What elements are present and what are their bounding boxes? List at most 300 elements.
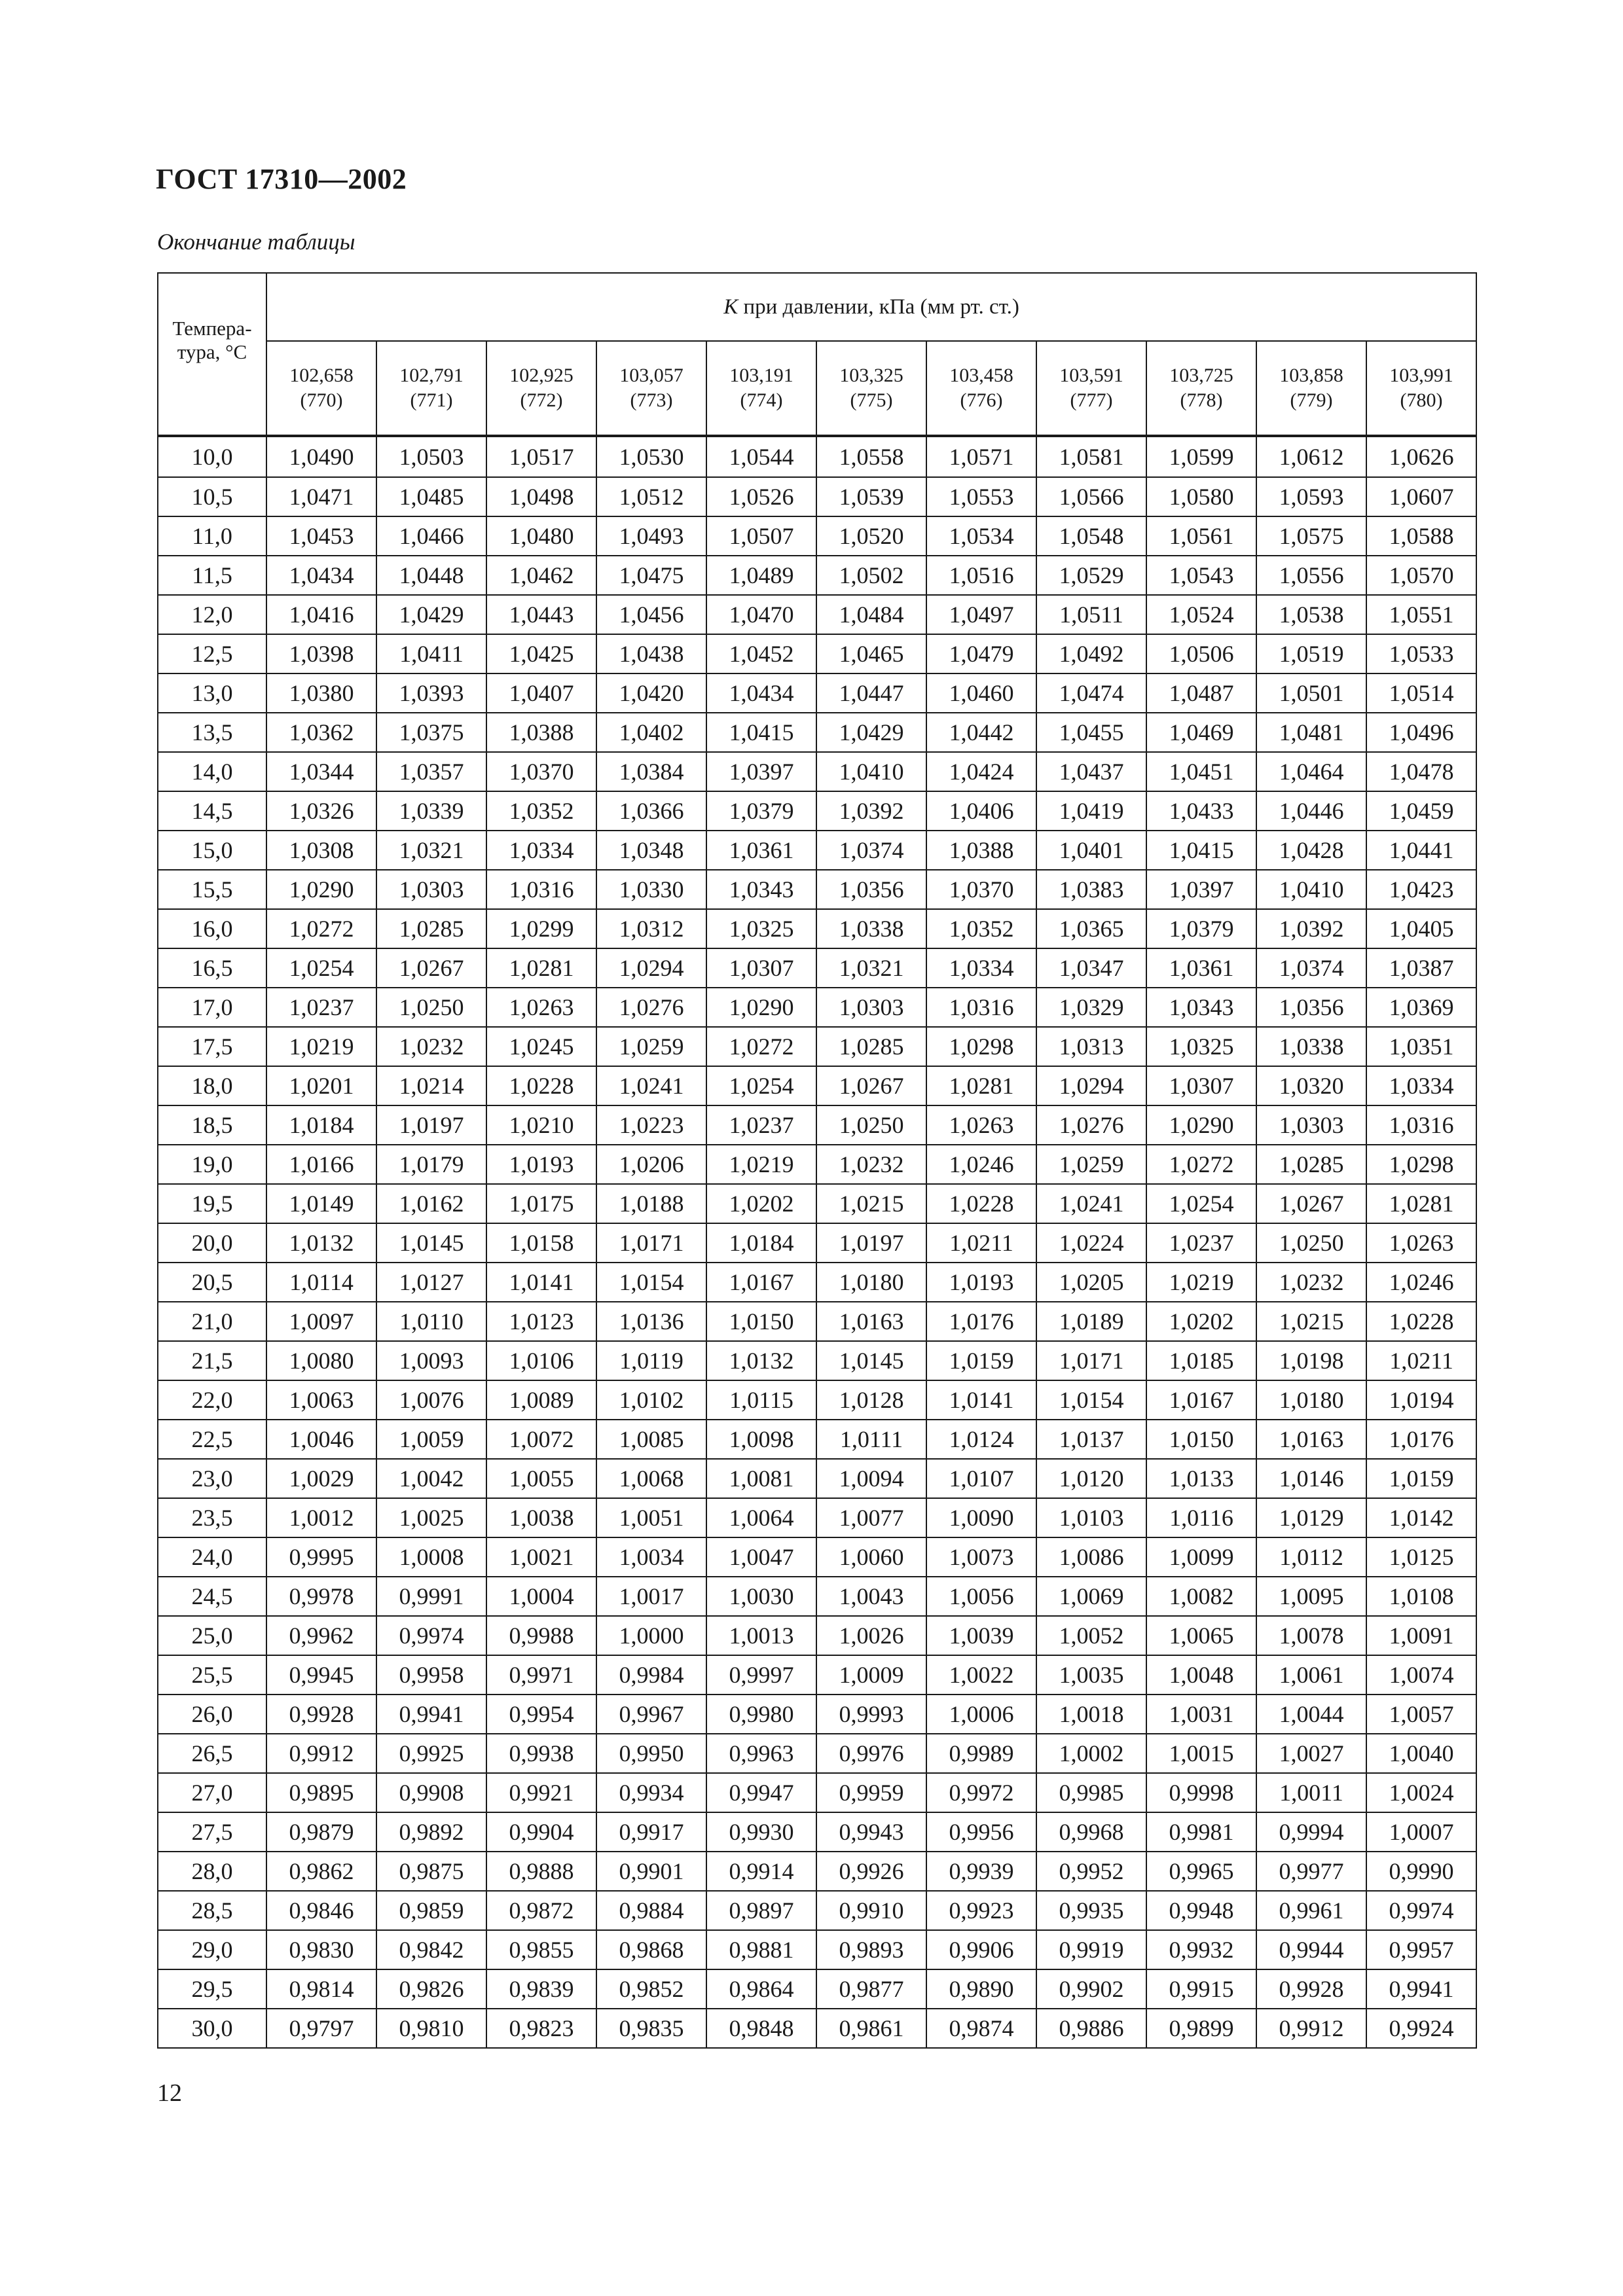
- k-value-cell: 1,0506: [1146, 634, 1256, 673]
- k-value-cell: 0,9830: [266, 1930, 376, 1969]
- k-value-cell: 1,0487: [1146, 673, 1256, 713]
- k-value-cell: 0,9839: [486, 1969, 596, 2009]
- k-value-cell: 1,0018: [1036, 1695, 1146, 1734]
- k-value-cell: 1,0106: [486, 1341, 596, 1380]
- k-value-cell: 1,0529: [1036, 556, 1146, 595]
- pressure-mmhg: (772): [520, 389, 563, 411]
- k-value-cell: 1,0298: [926, 1027, 1036, 1066]
- k-value-cell: 1,0241: [596, 1066, 706, 1105]
- k-symbol: K: [723, 295, 739, 319]
- k-value-cell: 1,0107: [926, 1459, 1036, 1498]
- k-value-cell: 1,0553: [926, 477, 1036, 516]
- k-value-cell: 1,0480: [486, 516, 596, 556]
- k-value-cell: 1,0485: [376, 477, 486, 516]
- k-value-cell: 0,9846: [266, 1891, 376, 1930]
- k-value-cell: 1,0551: [1366, 595, 1476, 634]
- k-value-cell: 1,0370: [926, 870, 1036, 909]
- k-value-cell: 1,0179: [376, 1145, 486, 1184]
- k-value-cell: 1,0517: [486, 436, 596, 477]
- k-value-cell: 1,0459: [1366, 791, 1476, 831]
- temperature-cell: 14,5: [158, 791, 266, 831]
- table-row: [158, 1223, 1476, 1263]
- table-row: [158, 713, 1476, 752]
- k-value-cell: 1,0281: [926, 1066, 1036, 1105]
- pressure-kpa: 103,725: [1169, 365, 1233, 386]
- k-value-cell: 0,9968: [1036, 1812, 1146, 1852]
- k-value-cell: 1,0326: [266, 791, 376, 831]
- k-value-cell: 1,0263: [1366, 1223, 1476, 1263]
- table-row: [158, 1302, 1476, 1341]
- k-value-cell: 1,0321: [816, 948, 926, 988]
- k-value-cell: 1,0524: [1146, 595, 1256, 634]
- temperature-cell: 26,5: [158, 1734, 266, 1773]
- k-value-cell: 1,0176: [926, 1302, 1036, 1341]
- k-value-cell: 0,9814: [266, 1969, 376, 2009]
- k-value-cell: 1,0446: [1256, 791, 1366, 831]
- k-value-cell: 0,9945: [266, 1655, 376, 1695]
- k-value-cell: 0,9859: [376, 1891, 486, 1930]
- k-value-cell: 1,0110: [376, 1302, 486, 1341]
- k-value-cell: 1,0060: [816, 1537, 926, 1577]
- k-value-cell: 1,0514: [1366, 673, 1476, 713]
- temperature-cell: 28,5: [158, 1891, 266, 1930]
- k-value-cell: 1,0285: [1256, 1145, 1366, 1184]
- k-value-cell: 1,0366: [596, 791, 706, 831]
- k-value-cell: 1,0285: [376, 909, 486, 948]
- table-row: [158, 1577, 1476, 1616]
- k-value-cell: 1,0197: [376, 1105, 486, 1145]
- k-value-cell: 1,0026: [816, 1616, 926, 1655]
- k-value-cell: 1,0351: [1366, 1027, 1476, 1066]
- k-value-cell: 1,0497: [926, 595, 1036, 634]
- k-value-cell: 1,0530: [596, 436, 706, 477]
- k-value-cell: 1,0356: [816, 870, 926, 909]
- k-value-cell: 0,9959: [816, 1773, 926, 1812]
- k-value-cell: 1,0250: [816, 1105, 926, 1145]
- pressure-column-header: [1036, 341, 1146, 436]
- k-value-cell: 0,9892: [376, 1812, 486, 1852]
- k-value-cell: 1,0112: [1256, 1537, 1366, 1577]
- k-value-cell: 1,0097: [266, 1302, 376, 1341]
- k-value-cell: 0,9950: [596, 1734, 706, 1773]
- k-value-cell: 1,0080: [266, 1341, 376, 1380]
- k-value-cell: 1,0580: [1146, 477, 1256, 516]
- k-value-cell: 1,0095: [1256, 1577, 1366, 1616]
- k-value-cell: 0,9868: [596, 1930, 706, 1969]
- temperature-cell: 13,0: [158, 673, 266, 713]
- k-value-cell: 1,0570: [1366, 556, 1476, 595]
- pressure-kpa: 103,991: [1389, 365, 1453, 386]
- k-value-cell: 1,0055: [486, 1459, 596, 1498]
- k-value-cell: 1,0388: [926, 831, 1036, 870]
- k-value-cell: 1,0402: [596, 713, 706, 752]
- k-value-cell: 0,9993: [816, 1695, 926, 1734]
- pressure-kpa: 102,658: [289, 365, 354, 386]
- k-value-cell: 0,9944: [1256, 1930, 1366, 1969]
- k-value-cell: 1,0379: [1146, 909, 1256, 948]
- k-value-cell: 1,0166: [266, 1145, 376, 1184]
- temperature-cell: 18,5: [158, 1105, 266, 1145]
- k-value-cell: 1,0263: [926, 1105, 1036, 1145]
- k-value-cell: 1,0470: [706, 595, 816, 634]
- k-value-cell: 1,0103: [1036, 1498, 1146, 1537]
- k-value-cell: 1,0320: [1256, 1066, 1366, 1105]
- k-value-cell: 1,0061: [1256, 1655, 1366, 1695]
- k-value-cell: 1,0406: [926, 791, 1036, 831]
- k-value-cell: 1,0127: [376, 1263, 486, 1302]
- k-value-cell: 1,0082: [1146, 1577, 1256, 1616]
- k-value-cell: 1,0334: [926, 948, 1036, 988]
- k-value-cell: 1,0030: [706, 1577, 816, 1616]
- k-value-cell: 0,9963: [706, 1734, 816, 1773]
- k-value-cell: 1,0031: [1146, 1695, 1256, 1734]
- table-row: [158, 1380, 1476, 1420]
- k-value-cell: 1,0405: [1366, 909, 1476, 948]
- k-value-cell: 1,0558: [816, 436, 926, 477]
- k-value-cell: 1,0089: [486, 1380, 596, 1420]
- k-value-cell: 1,0325: [706, 909, 816, 948]
- k-value-cell: 1,0425: [486, 634, 596, 673]
- k-value-cell: 1,0048: [1146, 1655, 1256, 1695]
- k-value-cell: 1,0387: [1366, 948, 1476, 988]
- k-value-cell: 1,0312: [596, 909, 706, 948]
- pressure-mmhg: (775): [850, 389, 893, 411]
- k-value-cell: 1,0571: [926, 436, 1036, 477]
- k-value-cell: 1,0526: [706, 477, 816, 516]
- k-value-cell: 1,0398: [266, 634, 376, 673]
- k-value-cell: 1,0246: [926, 1145, 1036, 1184]
- k-value-cell: 1,0298: [1366, 1145, 1476, 1184]
- k-value-cell: 1,0158: [486, 1223, 596, 1263]
- k-value-cell: 1,0626: [1366, 436, 1476, 477]
- k-value-cell: 1,0369: [1366, 988, 1476, 1027]
- k-value-cell: 1,0352: [486, 791, 596, 831]
- k-value-cell: 1,0210: [486, 1105, 596, 1145]
- k-value-cell: 1,0159: [926, 1341, 1036, 1380]
- k-value-cell: 1,0433: [1146, 791, 1256, 831]
- k-value-cell: 1,0415: [706, 713, 816, 752]
- table-row: [158, 1184, 1476, 1223]
- k-value-cell: 1,0334: [1366, 1066, 1476, 1105]
- k-value-cell: 0,9842: [376, 1930, 486, 1969]
- pressure-mmhg: (776): [960, 389, 1003, 411]
- table-row: [158, 1263, 1476, 1302]
- k-value-cell: 1,0021: [486, 1537, 596, 1577]
- table-row: [158, 1145, 1476, 1184]
- k-value-cell: 0,9912: [266, 1734, 376, 1773]
- k-value-cell: 1,0416: [266, 595, 376, 634]
- k-value-cell: 1,0465: [816, 634, 926, 673]
- k-value-cell: 1,0307: [1146, 1066, 1256, 1105]
- k-value-cell: 1,0410: [816, 752, 926, 791]
- k-value-cell: 1,0043: [816, 1577, 926, 1616]
- temperature-cell: 12,5: [158, 634, 266, 673]
- k-value-cell: 1,0593: [1256, 477, 1366, 516]
- k-value-cell: 0,9943: [816, 1812, 926, 1852]
- k-value-cell: 1,0150: [706, 1302, 816, 1341]
- k-value-cell: 1,0307: [706, 948, 816, 988]
- k-value-cell: 0,9967: [596, 1695, 706, 1734]
- table-header-row-group: [158, 273, 1476, 341]
- k-value-cell: 0,9971: [486, 1655, 596, 1695]
- k-value-cell: 1,0171: [596, 1223, 706, 1263]
- k-value-cell: 1,0434: [266, 556, 376, 595]
- k-value-cell: 0,9991: [376, 1577, 486, 1616]
- k-value-cell: 0,9879: [266, 1812, 376, 1852]
- k-value-cell: 1,0272: [1146, 1145, 1256, 1184]
- k-value-cell: 1,0029: [266, 1459, 376, 1498]
- k-value-cell: 1,0443: [486, 595, 596, 634]
- k-value-cell: 0,9985: [1036, 1773, 1146, 1812]
- k-value-cell: 1,0223: [596, 1105, 706, 1145]
- k-value-cell: 0,9947: [706, 1773, 816, 1812]
- k-value-cell: 0,9861: [816, 2009, 926, 2048]
- k-value-cell: 1,0120: [1036, 1459, 1146, 1498]
- k-value-cell: 0,9957: [1366, 1930, 1476, 1969]
- table-row: [158, 752, 1476, 791]
- temperature-cell: 29,0: [158, 1930, 266, 1969]
- k-value-cell: 1,0290: [1146, 1105, 1256, 1145]
- k-value-cell: 1,0056: [926, 1577, 1036, 1616]
- table-row: [158, 436, 1476, 477]
- pressure-group-label: при давлении, кПа (мм рт. ст.): [743, 295, 1019, 319]
- temperature-cell: 28,0: [158, 1852, 266, 1891]
- temperature-cell: 16,0: [158, 909, 266, 948]
- k-value-cell: 1,0211: [1366, 1341, 1476, 1380]
- k-value-cell: 1,0362: [266, 713, 376, 752]
- table-row: [158, 1616, 1476, 1655]
- k-value-cell: 1,0167: [1146, 1380, 1256, 1420]
- k-value-cell: 1,0464: [1256, 752, 1366, 791]
- k-value-cell: 0,9919: [1036, 1930, 1146, 1969]
- k-value-cell: 1,0267: [816, 1066, 926, 1105]
- k-value-cell: 1,0219: [266, 1027, 376, 1066]
- k-value-cell: 0,9941: [376, 1695, 486, 1734]
- k-value-cell: 1,0392: [816, 791, 926, 831]
- k-value-cell: 1,0044: [1256, 1695, 1366, 1734]
- k-value-cell: 1,0375: [376, 713, 486, 752]
- k-value-cell: 1,0068: [596, 1459, 706, 1498]
- k-value-cell: 1,0272: [706, 1027, 816, 1066]
- k-value-cell: 1,0254: [1146, 1184, 1256, 1223]
- k-value-cell: 0,9997: [706, 1655, 816, 1695]
- k-value-cell: 1,0474: [1036, 673, 1146, 713]
- pressure-kpa: 103,191: [729, 365, 793, 386]
- k-value-cell: 1,0136: [596, 1302, 706, 1341]
- k-value-cell: 1,0123: [486, 1302, 596, 1341]
- k-value-cell: 1,0267: [1256, 1184, 1366, 1223]
- k-value-cell: 1,0219: [1146, 1263, 1256, 1302]
- table-row: [158, 634, 1476, 673]
- table-row: [158, 948, 1476, 988]
- k-value-cell: 1,0011: [1256, 1773, 1366, 1812]
- k-value-cell: 0,9941: [1366, 1969, 1476, 2009]
- k-value-cell: 1,0040: [1366, 1734, 1476, 1773]
- k-value-cell: 0,9881: [706, 1930, 816, 1969]
- table-row: [158, 1459, 1476, 1498]
- k-value-cell: 1,0038: [486, 1498, 596, 1537]
- k-value-cell: 0,9917: [596, 1812, 706, 1852]
- k-value-cell: 1,0581: [1036, 436, 1146, 477]
- k-value-cell: 1,0188: [596, 1184, 706, 1223]
- k-value-cell: 0,9925: [376, 1734, 486, 1773]
- k-value-cell: 1,0171: [1036, 1341, 1146, 1380]
- temperature-cell: 26,0: [158, 1695, 266, 1734]
- k-value-cell: 1,0267: [376, 948, 486, 988]
- k-value-cell: 1,0481: [1256, 713, 1366, 752]
- k-value-cell: 0,9961: [1256, 1891, 1366, 1930]
- k-value-cell: 1,0211: [926, 1223, 1036, 1263]
- k-value-cell: 1,0599: [1146, 436, 1256, 477]
- k-value-cell: 1,0460: [926, 673, 1036, 713]
- pressure-kpa: 103,591: [1059, 365, 1123, 386]
- k-value-cell: 1,0374: [1256, 948, 1366, 988]
- k-value-cell: 0,9954: [486, 1695, 596, 1734]
- k-value-cell: 0,9823: [486, 2009, 596, 2048]
- temperature-cell: 12,0: [158, 595, 266, 634]
- k-value-cell: 1,0388: [486, 713, 596, 752]
- pressure-column-header: [376, 341, 486, 436]
- k-value-cell: 0,9810: [376, 2009, 486, 2048]
- k-value-cell: 0,9862: [266, 1852, 376, 1891]
- k-value-cell: 0,9895: [266, 1773, 376, 1812]
- k-value-cell: 1,0008: [376, 1537, 486, 1577]
- temperature-column-header: Темпера-тура, °С: [158, 273, 266, 436]
- pressure-column-header: [596, 341, 706, 436]
- k-value-cell: 1,0215: [1256, 1302, 1366, 1341]
- temperature-cell: 27,0: [158, 1773, 266, 1812]
- k-value-cell: 0,9912: [1256, 2009, 1366, 2048]
- k-value-cell: 1,0237: [266, 988, 376, 1027]
- k-value-cell: 1,0197: [816, 1223, 926, 1263]
- k-value-cell: 1,0294: [1036, 1066, 1146, 1105]
- k-value-cell: 1,0393: [376, 673, 486, 713]
- k-value-cell: 1,0290: [266, 870, 376, 909]
- k-value-cell: 1,0149: [266, 1184, 376, 1223]
- k-value-cell: 1,0285: [816, 1027, 926, 1066]
- pressure-column-header: [486, 341, 596, 436]
- k-value-cell: 1,0428: [1256, 831, 1366, 870]
- k-value-cell: 1,0051: [596, 1498, 706, 1537]
- pressure-kpa: 103,057: [619, 365, 684, 386]
- k-value-cell: 1,0383: [1036, 870, 1146, 909]
- k-value-cell: 1,0074: [1366, 1655, 1476, 1695]
- temperature-cell: 25,0: [158, 1616, 266, 1655]
- k-value-cell: 1,0308: [266, 831, 376, 870]
- k-value-cell: 1,0478: [1366, 752, 1476, 791]
- k-value-cell: 1,0205: [1036, 1263, 1146, 1302]
- k-value-cell: 1,0496: [1366, 713, 1476, 752]
- k-value-cell: 1,0471: [266, 477, 376, 516]
- k-value-cell: 1,0493: [596, 516, 706, 556]
- table-row: [158, 1773, 1476, 1812]
- k-value-cell: 1,0462: [486, 556, 596, 595]
- k-value-cell: 0,9930: [706, 1812, 816, 1852]
- k-value-cell: 1,0111: [816, 1420, 926, 1459]
- k-value-cell: 1,0163: [816, 1302, 926, 1341]
- pressure-kpa: 103,458: [949, 365, 1013, 386]
- k-value-cell: 1,0303: [1256, 1105, 1366, 1145]
- k-value-cell: 0,9984: [596, 1655, 706, 1695]
- k-value-cell: 1,0607: [1366, 477, 1476, 516]
- k-value-cell: 1,0259: [596, 1027, 706, 1066]
- k-value-cell: 0,9995: [266, 1537, 376, 1577]
- k-value-cell: 0,9797: [266, 2009, 376, 2048]
- pressure-column-header: [926, 341, 1036, 436]
- temperature-cell: 29,5: [158, 1969, 266, 2009]
- k-value-cell: 1,0145: [816, 1341, 926, 1380]
- k-value-cell: 1,0189: [1036, 1302, 1146, 1341]
- k-value-cell: 0,9977: [1256, 1852, 1366, 1891]
- k-value-cell: 1,0206: [596, 1145, 706, 1184]
- k-value-cell: 1,0357: [376, 752, 486, 791]
- k-value-cell: 1,0167: [706, 1263, 816, 1302]
- k-value-cell: 1,0202: [706, 1184, 816, 1223]
- k-value-cell: 1,0539: [816, 477, 926, 516]
- k-value-cell: 0,9875: [376, 1852, 486, 1891]
- k-value-cell: 1,0108: [1366, 1577, 1476, 1616]
- k-value-cell: 1,0214: [376, 1066, 486, 1105]
- k-value-cell: 1,0423: [1366, 870, 1476, 909]
- k-value-cell: 0,9888: [486, 1852, 596, 1891]
- table-row: [158, 1341, 1476, 1380]
- k-value-cell: 1,0086: [1036, 1537, 1146, 1577]
- k-value-cell: 0,9886: [1036, 2009, 1146, 2048]
- k-value-cell: 1,0343: [706, 870, 816, 909]
- k-value-cell: 1,0063: [266, 1380, 376, 1420]
- k-value-cell: 1,0338: [1256, 1027, 1366, 1066]
- k-value-cell: 1,0492: [1036, 634, 1146, 673]
- table-row: [158, 1027, 1476, 1066]
- k-value-cell: 1,0175: [486, 1184, 596, 1223]
- k-value-cell: 1,0116: [1146, 1498, 1256, 1537]
- k-value-cell: 1,0081: [706, 1459, 816, 1498]
- k-value-cell: 1,0250: [1256, 1223, 1366, 1263]
- k-value-cell: 1,0272: [266, 909, 376, 948]
- temperature-cell: 13,5: [158, 713, 266, 752]
- k-value-cell: 1,0150: [1146, 1420, 1256, 1459]
- k-value-cell: 1,0022: [926, 1655, 1036, 1695]
- k-value-cell: 1,0237: [706, 1105, 816, 1145]
- temperature-cell: 21,5: [158, 1341, 266, 1380]
- document-title: ГОСТ 17310—2002: [156, 163, 407, 195]
- k-value-cell: 0,9923: [926, 1891, 1036, 1930]
- k-value-cell: 1,0434: [706, 673, 816, 713]
- k-value-cell: 1,0090: [926, 1498, 1036, 1537]
- k-value-cell: 1,0276: [1036, 1105, 1146, 1145]
- k-value-cell: 1,0503: [376, 436, 486, 477]
- k-value-cell: 0,9990: [1366, 1852, 1476, 1891]
- k-value-cell: 0,9998: [1146, 1773, 1256, 1812]
- k-value-cell: 1,0141: [926, 1380, 1036, 1420]
- k-value-cell: 1,0091: [1366, 1616, 1476, 1655]
- k-value-cell: 1,0347: [1036, 948, 1146, 988]
- k-value-cell: 1,0042: [376, 1459, 486, 1498]
- k-value-cell: 1,0374: [816, 831, 926, 870]
- k-value-cell: 1,0361: [706, 831, 816, 870]
- k-value-cell: 1,0198: [1256, 1341, 1366, 1380]
- k-value-cell: 1,0448: [376, 556, 486, 595]
- k-value-cell: 1,0102: [596, 1380, 706, 1420]
- k-value-cell: 1,0184: [266, 1105, 376, 1145]
- temperature-cell: 18,0: [158, 1066, 266, 1105]
- k-value-cell: 1,0073: [926, 1537, 1036, 1577]
- k-value-cell: 1,0452: [706, 634, 816, 673]
- k-value-cell: 1,0290: [706, 988, 816, 1027]
- pressure-kpa: 102,791: [399, 365, 464, 386]
- k-value-cell: 0,9972: [926, 1773, 1036, 1812]
- temperature-cell: 27,5: [158, 1812, 266, 1852]
